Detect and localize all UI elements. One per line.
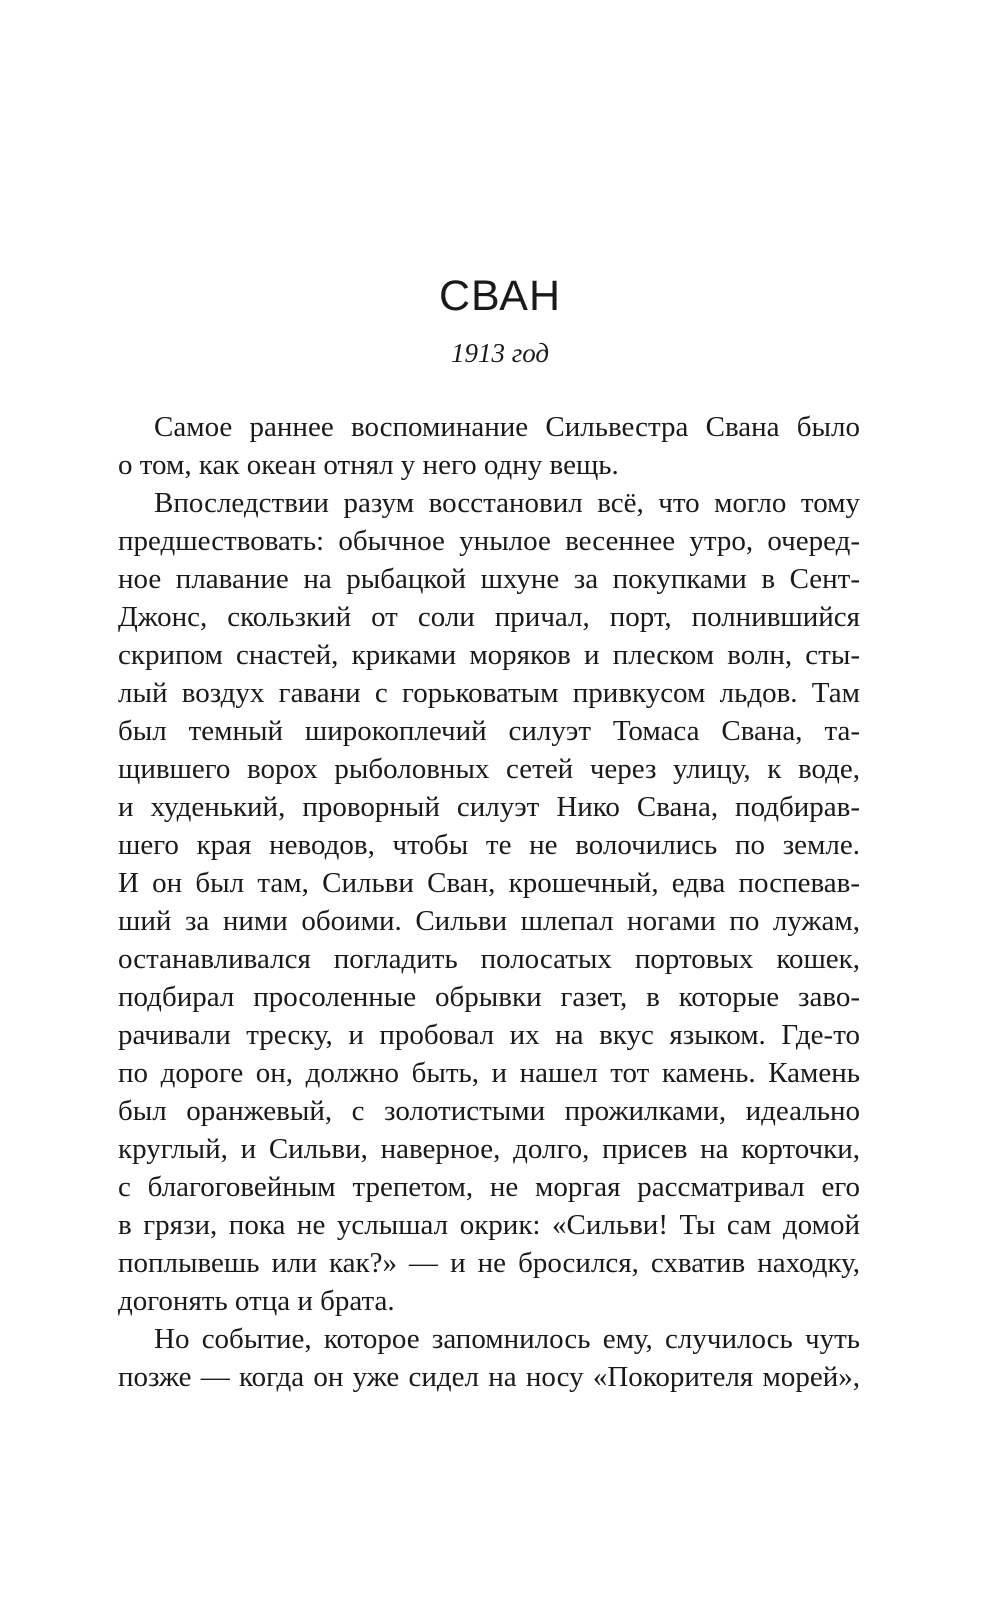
text-line: и худенький, проворный силуэт Нико Свана, подбирав- [118, 791, 860, 823]
text-line: круглый, и Сильви, наверное, долго, присев на корточки, [118, 1133, 860, 1165]
text-line: позже — когда он уже сидел на носу «Покорителя морей», [118, 1361, 860, 1393]
text-line: подбирал просоленные обрывки газет, в которые заво- [118, 981, 860, 1013]
text-line: о том, как океан отнял у него одну вещь. [118, 449, 619, 481]
text-line: в грязи, пока не услышал окрик: «Сильви! Ты сам домой [118, 1209, 860, 1241]
text-line: с благоговейным трепетом, не моргая рассматривал его [118, 1171, 860, 1203]
text-line: по дороге он, должно быть, и нашел тот камень. Камень [118, 1057, 860, 1089]
text-line: рачивали треску, и пробовал их на вкус языком. Где-то [118, 1019, 860, 1051]
text-line: скрипом снастей, криками моряков и плеском волн, сты- [118, 639, 860, 671]
text-line: лый воздух гавани с горьковатым привкусом льдов. Там [118, 677, 860, 709]
text-line: был темный широкоплечий силуэт Томаса Свана, та- [118, 715, 860, 747]
chapter-year: 1913 год [450, 338, 550, 368]
body-text [118, 408, 860, 1396]
text-line: щившего ворох рыболовных сетей через улицу, к воде, [118, 753, 860, 785]
text-line: останавливался погладить полосатых портовых кошек, [118, 943, 860, 975]
text-line: Джонс, скользкий от соли причал, порт, полнившийся [118, 601, 860, 633]
text-line: поплывешь или как?» — и не бросился, схватив находку, [118, 1247, 860, 1279]
text-line: Впоследствии разум восстановил всё, что могло тому [154, 487, 860, 519]
text-line: шего края неводов, чтобы те не волочились по земле. [118, 829, 860, 861]
text-line: догонять отца и брата. [118, 1285, 395, 1317]
text-line: предшествовать: обычное унылое весеннее утро, очеред- [118, 525, 860, 557]
text-line: И он был там, Сильви Сван, крошечный, едва поспевав- [118, 867, 860, 899]
text-line: был оранжевый, с золотистыми прожилками, идеально [118, 1095, 860, 1127]
text-line: ное плавание на рыбацкой шхуне за покупками в Сент- [118, 563, 860, 595]
text-line: ший за ними обоими. Сильви шлепал ногами по лужам, [118, 905, 860, 937]
text-line: Самое раннее воспоминание Сильвестра Свана было [154, 411, 860, 443]
chapter-title: СВАН [438, 272, 562, 320]
text-line: Но событие, которое запомнилось ему, случилось чуть [154, 1323, 860, 1355]
